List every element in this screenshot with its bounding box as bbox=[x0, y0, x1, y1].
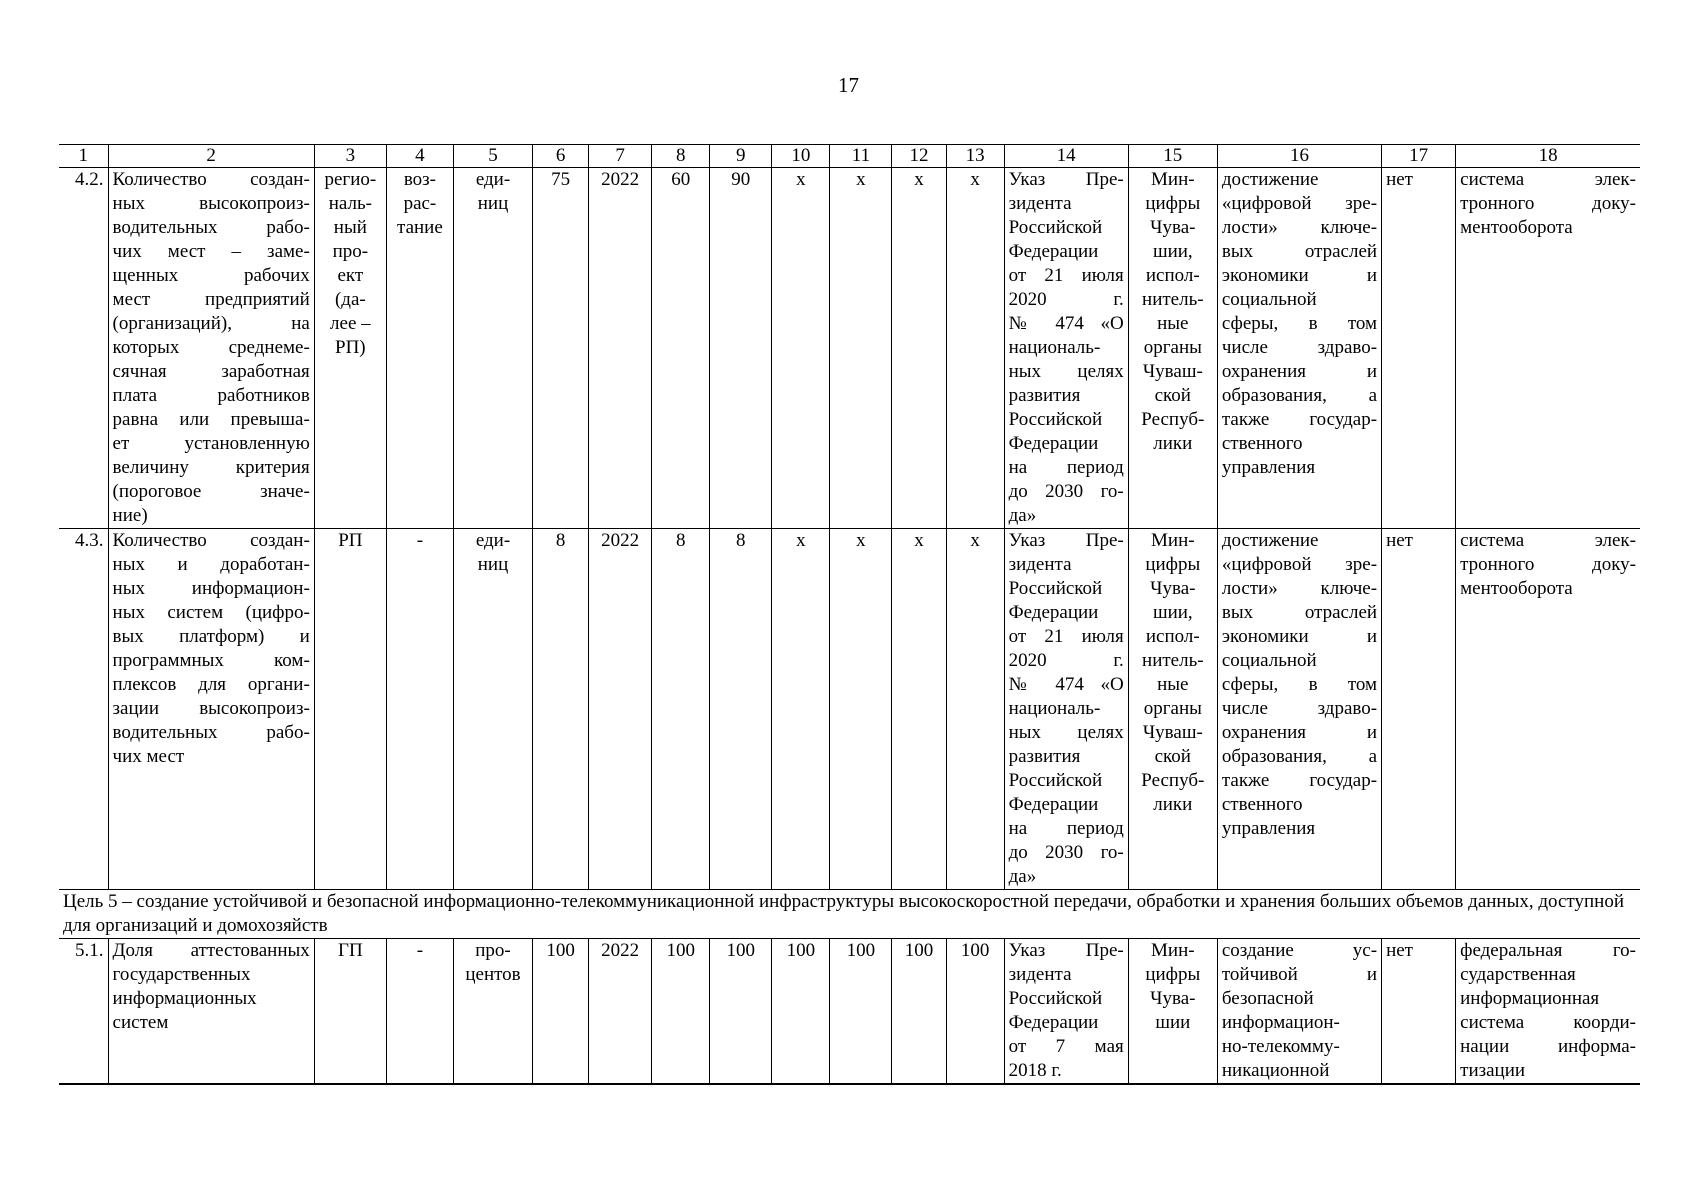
information-system-line: тронного доку- bbox=[1460, 193, 1636, 214]
related-goal-line: также государ- bbox=[1221, 770, 1378, 791]
base-value: 100 bbox=[533, 939, 589, 1085]
indicator-direction-line: рас- bbox=[403, 193, 437, 214]
indicator-name bbox=[108, 939, 314, 1085]
legal-basis-line: Федерации bbox=[1008, 794, 1099, 815]
legal-basis-line: на период bbox=[1008, 457, 1124, 478]
related-goal-line: управления bbox=[1221, 457, 1316, 478]
responsible-body-line: шии bbox=[1155, 1012, 1191, 1033]
indicator-row bbox=[59, 168, 1640, 529]
related-goal-line: вых отраслей bbox=[1221, 602, 1378, 623]
indicator-direction-line: тание bbox=[397, 217, 443, 238]
indicator-name-line: плата работников bbox=[112, 385, 310, 406]
indicator-name-line: вых платформ) и bbox=[112, 626, 310, 647]
related-goal-line: ственного bbox=[1221, 433, 1303, 454]
indicator-name-line: которых среднеме- bbox=[112, 337, 310, 358]
column-number-17: 17 bbox=[1382, 145, 1456, 168]
legal-basis-line: ных целях bbox=[1008, 361, 1124, 382]
indicator-name-line: сячная заработная bbox=[112, 361, 310, 382]
column-number-14: 14 bbox=[1004, 145, 1128, 168]
column-number-1: 1 bbox=[59, 145, 108, 168]
column-number-2: 2 bbox=[108, 145, 314, 168]
related-goal-line: лости» ключе- bbox=[1221, 578, 1378, 599]
indicators-table bbox=[59, 144, 1640, 1085]
indicator-unit-line: еди- bbox=[475, 169, 511, 190]
legal-basis-line: 2020 г. bbox=[1008, 289, 1124, 310]
legal-basis-line: Российской bbox=[1008, 770, 1103, 791]
legal-basis-line: да» bbox=[1008, 866, 1037, 887]
indicator-type-line: ГП bbox=[337, 940, 363, 961]
information-system-line: сударственная bbox=[1460, 964, 1576, 985]
related-goal-line: «цифровой зре- bbox=[1221, 193, 1378, 214]
responsible-body-line: Респуб- bbox=[1141, 770, 1205, 791]
legal-basis-line: Федерации bbox=[1008, 241, 1099, 262]
related-goal-line: «цифровой зре- bbox=[1221, 554, 1378, 575]
indicator-row bbox=[59, 529, 1640, 890]
related-goal-line: информацион- bbox=[1221, 1012, 1340, 1033]
responsible-body-line: лики bbox=[1153, 433, 1193, 454]
legal-basis-line: Федерации bbox=[1008, 433, 1099, 454]
indicator-name-line: щенных рабочих bbox=[112, 265, 310, 286]
legal-basis bbox=[1004, 168, 1128, 529]
information-system-line: нации информа- bbox=[1460, 1036, 1636, 1057]
legal-basis-line: до 2030 го- bbox=[1008, 481, 1124, 502]
legal-basis-line: Российской bbox=[1008, 217, 1103, 238]
information-system-line: система элек- bbox=[1460, 169, 1636, 190]
indicator-number: 4.2. bbox=[59, 168, 108, 529]
column-number-7: 7 bbox=[589, 145, 652, 168]
related-goal bbox=[1217, 939, 1381, 1085]
responsible-body bbox=[1128, 529, 1217, 890]
responsible-body-line: ные bbox=[1157, 674, 1189, 695]
related-goal-line: социальной bbox=[1221, 650, 1317, 671]
indicator-name-line: Количество создан- bbox=[112, 169, 310, 190]
value-v11: х bbox=[830, 168, 892, 529]
indicator-name-line: Количество создан- bbox=[112, 530, 310, 551]
related-goal-line: образования, а bbox=[1221, 385, 1378, 406]
legal-basis-line: ных целях bbox=[1008, 722, 1124, 743]
related-goal-line: сферы, в том bbox=[1221, 674, 1378, 695]
related-goal-line: никационной bbox=[1221, 1060, 1330, 1081]
indicator-direction bbox=[386, 939, 453, 1085]
related-goal-line: управления bbox=[1221, 818, 1316, 839]
column-number-4: 4 bbox=[386, 145, 453, 168]
indicator-unit-line: ниц bbox=[477, 193, 509, 214]
base-value: 75 bbox=[533, 168, 589, 529]
related-goal-line: лости» ключе- bbox=[1221, 217, 1378, 238]
information-system bbox=[1456, 168, 1640, 529]
value-v10: 100 bbox=[772, 939, 830, 1085]
related-goal-line: безопасной bbox=[1221, 988, 1314, 1009]
related-goal-line: также государ- bbox=[1221, 409, 1378, 430]
legal-basis-line: 2020 г. bbox=[1008, 650, 1124, 671]
related-goal-line: охранения и bbox=[1221, 722, 1378, 743]
related-goal-line: числе здраво- bbox=[1221, 337, 1378, 358]
value-v10: х bbox=[772, 529, 830, 890]
responsible-body-line: шии, bbox=[1152, 241, 1193, 262]
legal-basis-line: № 474 «О bbox=[1008, 674, 1124, 695]
responsible-body-line: Мин- bbox=[1151, 940, 1195, 961]
legal-basis-line: до 2030 го- bbox=[1008, 842, 1124, 863]
indicator-direction bbox=[386, 168, 453, 529]
legal-basis-line: от 21 июля bbox=[1008, 265, 1124, 286]
value-v11: 100 bbox=[830, 939, 892, 1085]
indicator-number: 4.3. bbox=[59, 529, 108, 890]
value-v8: 8 bbox=[652, 529, 710, 890]
value-v12: 100 bbox=[892, 939, 946, 1085]
indicator-direction-line: - bbox=[416, 530, 424, 551]
responsible-body-line: лики bbox=[1153, 794, 1193, 815]
value-v9: 90 bbox=[710, 168, 772, 529]
responsible-body-line: цифры bbox=[1145, 554, 1201, 575]
base-year: 2022 bbox=[589, 529, 652, 890]
related-goal bbox=[1217, 529, 1381, 890]
related-goal-line: создание ус- bbox=[1221, 940, 1378, 961]
legal-basis-line: Указ Пре- bbox=[1008, 169, 1124, 190]
related-goal-line: ственного bbox=[1221, 794, 1303, 815]
responsible-body-line: ской bbox=[1154, 746, 1191, 767]
information-system-line: ментооборота bbox=[1460, 578, 1573, 599]
legal-basis-line: Российской bbox=[1008, 578, 1103, 599]
value-v8: 60 bbox=[652, 168, 710, 529]
indicator-unit-line: центов bbox=[465, 964, 521, 985]
legal-basis-line: Указ Пре- bbox=[1008, 940, 1124, 961]
responsible-body-line: нитель- bbox=[1142, 650, 1204, 671]
responsible-body-line: органы bbox=[1143, 337, 1202, 358]
information-system-line: система элек- bbox=[1460, 530, 1636, 551]
indicator-type-line: РП) bbox=[335, 337, 366, 358]
indicator-row bbox=[59, 939, 1640, 1085]
responsible-body-line: Чуваш- bbox=[1142, 361, 1203, 382]
column-number-6: 6 bbox=[533, 145, 589, 168]
column-number-15: 15 bbox=[1128, 145, 1217, 168]
value-v11: х bbox=[830, 529, 892, 890]
responsible-body-line: ные bbox=[1157, 313, 1189, 334]
value-v13: 100 bbox=[946, 939, 1004, 1085]
legal-basis bbox=[1004, 939, 1128, 1085]
column-number-3: 3 bbox=[314, 145, 386, 168]
indicator-name-line: плексов для органи- bbox=[112, 674, 310, 695]
information-system bbox=[1456, 939, 1640, 1085]
indicator-name-line: (пороговое значе- bbox=[112, 481, 310, 502]
responsible-body bbox=[1128, 168, 1217, 529]
indicator-type bbox=[314, 529, 386, 890]
responsible-body-line: Чува- bbox=[1150, 988, 1196, 1009]
legal-basis-line: националь- bbox=[1008, 337, 1101, 358]
indicator-name-line: водительных рабо- bbox=[112, 722, 310, 743]
value-v17: нет bbox=[1382, 529, 1456, 890]
base-year: 2022 bbox=[589, 939, 652, 1085]
indicator-name-line: ных систем (цифро- bbox=[112, 602, 310, 623]
indicator-unit bbox=[453, 939, 532, 1085]
indicator-name-line: программных ком- bbox=[112, 650, 310, 671]
related-goal-line: но-телекомму- bbox=[1221, 1036, 1340, 1057]
legal-basis-line: Российской bbox=[1008, 409, 1103, 430]
responsible-body-line: Чуваш- bbox=[1142, 722, 1203, 743]
responsible-body-line: испол- bbox=[1145, 626, 1200, 647]
information-system-line: федеральная го- bbox=[1460, 940, 1636, 961]
indicator-direction bbox=[386, 529, 453, 890]
indicator-number: 5.1. bbox=[59, 939, 108, 1085]
legal-basis-line: развития bbox=[1008, 746, 1081, 767]
indicator-name-line: ных информацион- bbox=[112, 578, 310, 599]
indicator-type bbox=[314, 939, 386, 1085]
indicator-unit-line: ниц bbox=[477, 554, 509, 575]
indicator-name-line: чих мест bbox=[112, 746, 185, 767]
information-system-line: тронного доку- bbox=[1460, 554, 1636, 575]
legal-basis-line: Федерации bbox=[1008, 602, 1099, 623]
legal-basis-line: Федерации bbox=[1008, 1012, 1099, 1033]
legal-basis-line: зидента bbox=[1008, 554, 1072, 575]
indicator-unit-line: про- bbox=[475, 940, 511, 961]
responsible-body bbox=[1128, 939, 1217, 1085]
related-goal-line: числе здраво- bbox=[1221, 698, 1378, 719]
related-goal-line: достижение bbox=[1221, 169, 1319, 190]
indicator-name-line: зации высокопроиз- bbox=[112, 698, 310, 719]
legal-basis-line: № 474 «О bbox=[1008, 313, 1124, 334]
responsible-body-line: Мин- bbox=[1151, 530, 1195, 551]
related-goal-line: достижение bbox=[1221, 530, 1319, 551]
goal-5-heading: Цель 5 – создание устойчивой и безопасной информационно-телекоммуникационной инфраструктуры высокоскоростной передачи, обработки и хранения больших объемов данных, доступной для организаций и домохозяйств bbox=[59, 890, 1640, 939]
indicator-type-line: про- bbox=[332, 241, 369, 262]
information-system-line: ментооборота bbox=[1460, 217, 1573, 238]
column-number-18: 18 bbox=[1456, 145, 1640, 168]
indicator-name-line: (организаций), на bbox=[112, 313, 310, 334]
value-v12: х bbox=[892, 168, 946, 529]
indicator-unit bbox=[453, 529, 532, 890]
responsible-body-line: цифры bbox=[1145, 193, 1201, 214]
responsible-body-line: цифры bbox=[1145, 964, 1201, 985]
indicator-direction-line: воз- bbox=[403, 169, 436, 190]
value-v13: х bbox=[946, 529, 1004, 890]
value-v13: х bbox=[946, 168, 1004, 529]
indicator-type-line: регио- bbox=[324, 169, 377, 190]
legal-basis-line: Указ Пре- bbox=[1008, 530, 1124, 551]
legal-basis-line: да» bbox=[1008, 505, 1037, 526]
value-v17: нет bbox=[1382, 168, 1456, 529]
legal-basis-line: Российской bbox=[1008, 988, 1103, 1009]
value-v17: нет bbox=[1382, 939, 1456, 1085]
responsible-body-line: Чува- bbox=[1150, 217, 1196, 238]
legal-basis bbox=[1004, 529, 1128, 890]
column-numbers-row bbox=[59, 145, 1640, 168]
related-goal-line: экономики и bbox=[1221, 265, 1378, 286]
related-goal-line: социальной bbox=[1221, 289, 1317, 310]
information-system-line: тизации bbox=[1460, 1060, 1526, 1081]
legal-basis-line: на период bbox=[1008, 818, 1124, 839]
column-number-10: 10 bbox=[772, 145, 830, 168]
indicator-name-line: систем bbox=[112, 1012, 169, 1033]
base-year: 2022 bbox=[589, 168, 652, 529]
indicator-name-line: чих мест – заме- bbox=[112, 241, 310, 262]
indicator-type bbox=[314, 168, 386, 529]
value-v10: х bbox=[772, 168, 830, 529]
column-number-12: 12 bbox=[892, 145, 946, 168]
related-goal-line: охранения и bbox=[1221, 361, 1378, 382]
responsible-body-line: органы bbox=[1143, 698, 1202, 719]
indicator-type-line: наль- bbox=[328, 193, 372, 214]
legal-basis-line: националь- bbox=[1008, 698, 1101, 719]
responsible-body-line: ской bbox=[1154, 385, 1191, 406]
indicator-name-line: информационных bbox=[112, 988, 257, 1009]
responsible-body-line: Мин- bbox=[1151, 169, 1195, 190]
indicator-name bbox=[108, 529, 314, 890]
indicator-name-line: ние) bbox=[112, 505, 148, 526]
indicator-name-line: ет установленную bbox=[112, 433, 310, 454]
related-goal-line: тойчивой и bbox=[1221, 964, 1378, 985]
indicator-direction-line: - bbox=[416, 940, 424, 961]
column-number-11: 11 bbox=[830, 145, 892, 168]
related-goal-line: экономики и bbox=[1221, 626, 1378, 647]
related-goal bbox=[1217, 168, 1381, 529]
indicator-type-line: (да- bbox=[334, 289, 366, 310]
information-system-line: информационная bbox=[1460, 988, 1600, 1009]
indicator-name-line: мест предприятий bbox=[112, 289, 310, 310]
legal-basis-line: от 7 мая bbox=[1008, 1036, 1124, 1057]
indicator-type-line: РП bbox=[338, 530, 363, 551]
indicator-name-line: водительных рабо- bbox=[112, 217, 310, 238]
related-goal-line: образования, а bbox=[1221, 746, 1378, 767]
indicator-name-line: ных и доработан- bbox=[112, 554, 310, 575]
value-v12: х bbox=[892, 529, 946, 890]
base-value: 8 bbox=[533, 529, 589, 890]
page-number: 17 bbox=[838, 73, 859, 97]
information-system-line: система коорди- bbox=[1460, 1012, 1636, 1033]
indicator-name-line: ных высокопроиз- bbox=[112, 193, 310, 214]
column-number-16: 16 bbox=[1217, 145, 1381, 168]
responsible-body-line: Чува- bbox=[1150, 578, 1196, 599]
legal-basis-line: зидента bbox=[1008, 964, 1072, 985]
indicator-name-line: государственных bbox=[112, 964, 251, 985]
column-number-5: 5 bbox=[453, 145, 532, 168]
indicator-name-line: Доля аттестованных bbox=[112, 940, 310, 961]
column-number-8: 8 bbox=[652, 145, 710, 168]
indicator-name-line: равна или превыша- bbox=[112, 409, 310, 430]
column-number-13: 13 bbox=[946, 145, 1004, 168]
indicator-type-line: лее – bbox=[330, 313, 371, 334]
column-number-9: 9 bbox=[710, 145, 772, 168]
value-v8: 100 bbox=[652, 939, 710, 1085]
indicator-type-line: ект bbox=[337, 265, 364, 286]
indicator-unit-line: еди- bbox=[475, 530, 511, 551]
value-v9: 100 bbox=[710, 939, 772, 1085]
responsible-body-line: шии, bbox=[1152, 602, 1193, 623]
indicator-name bbox=[108, 168, 314, 529]
legal-basis-line: развития bbox=[1008, 385, 1081, 406]
value-v9: 8 bbox=[710, 529, 772, 890]
related-goal-line: сферы, в том bbox=[1221, 313, 1378, 334]
responsible-body-line: испол- bbox=[1145, 265, 1200, 286]
indicator-unit bbox=[453, 168, 532, 529]
responsible-body-line: Респуб- bbox=[1141, 409, 1205, 430]
information-system bbox=[1456, 529, 1640, 890]
legal-basis-line: 2018 г. bbox=[1008, 1060, 1062, 1081]
indicator-type-line: ный bbox=[333, 217, 367, 238]
indicator-name-line: величину критерия bbox=[112, 457, 310, 478]
legal-basis-line: от 21 июля bbox=[1008, 626, 1124, 647]
responsible-body-line: нитель- bbox=[1142, 289, 1204, 310]
legal-basis-line: зидента bbox=[1008, 193, 1072, 214]
related-goal-line: вых отраслей bbox=[1221, 241, 1378, 262]
